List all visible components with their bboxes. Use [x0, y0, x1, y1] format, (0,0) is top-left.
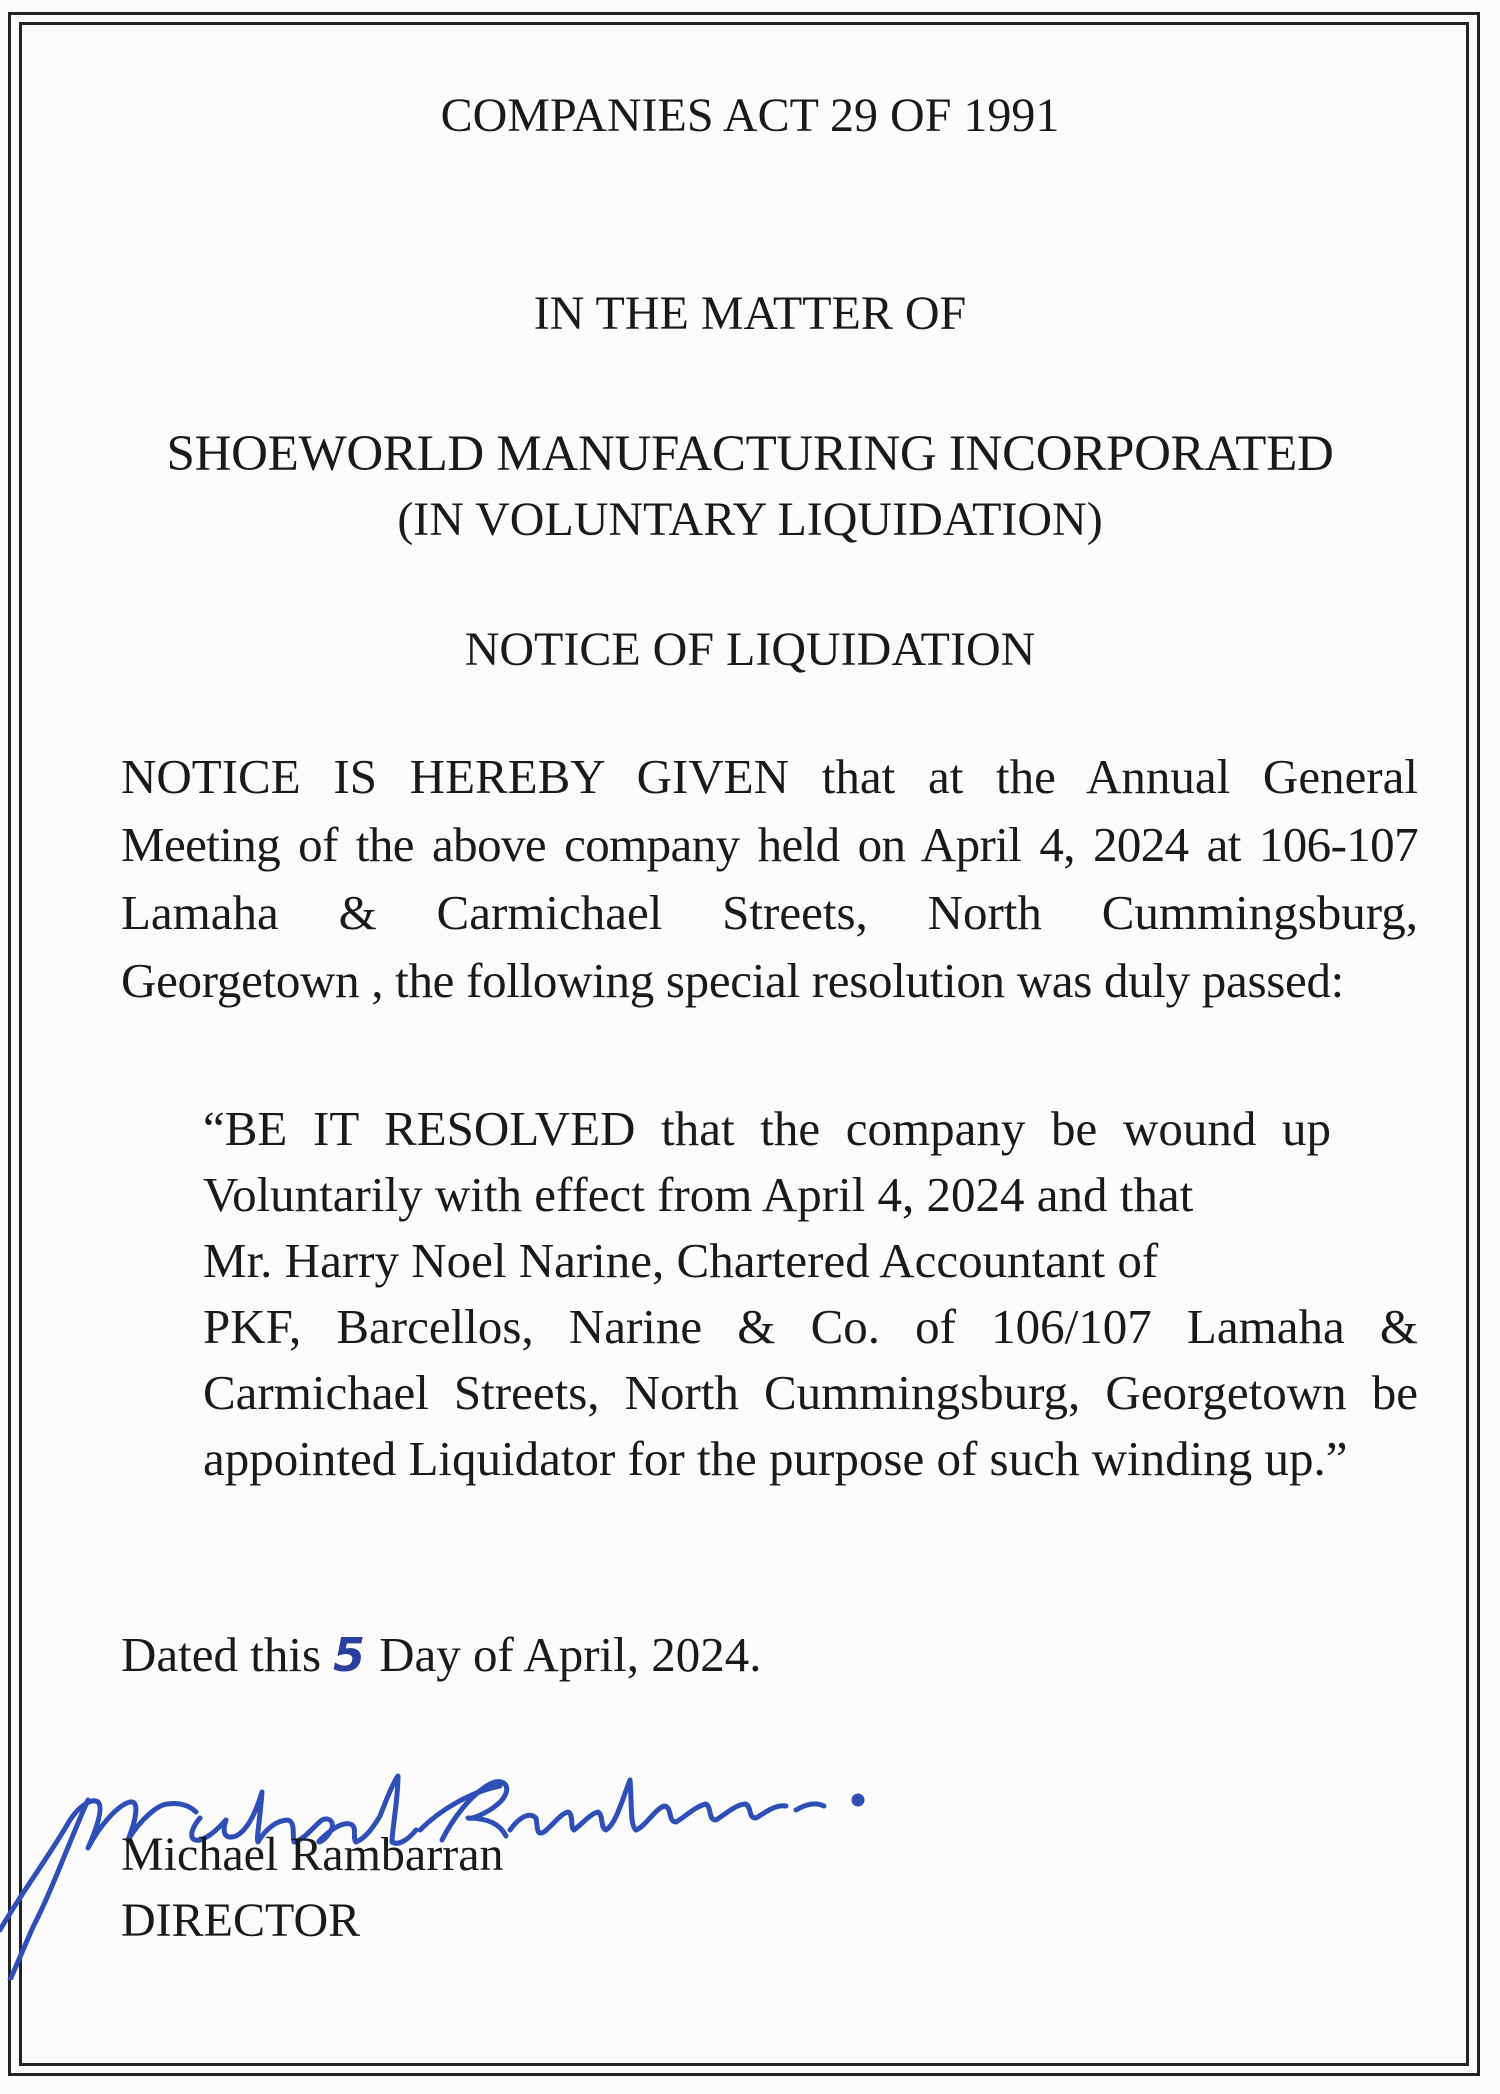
signatory-name: Michael Rambarran — [121, 1828, 504, 1881]
notice-title: NOTICE OF LIQUIDATION — [464, 623, 1036, 676]
notice-paragraph-line: Meeting of the above company held on April 4, 2024 at 106-107 — [121, 817, 1418, 872]
resolution-line: Mr. Harry Noel Narine, Chartered Accountant of — [203, 1233, 1159, 1288]
matter-heading: IN THE MATTER OF — [533, 287, 967, 340]
signatory-title: DIRECTOR — [121, 1894, 361, 1947]
notice-paragraph-line: NOTICE IS HEREBY GIVEN that at the Annual General — [121, 749, 1418, 804]
dated-prefix: Dated this — [121, 1627, 322, 1682]
signature-text: Michael Rambarran — [0, 1680, 8, 1681]
company-status: (IN VOLUNTARY LIQUIDATION) — [397, 493, 1103, 546]
company-name: SHOEWORLD MANUFACTURING INCORPORATED — [166, 426, 1334, 482]
dated-line — [121, 1626, 762, 1684]
resolution-line: Carmichael Streets, North Cummingsburg, Georgetown be — [203, 1365, 1418, 1420]
resolution-line: “BE IT RESOLVED that the company be wound up — [203, 1101, 1331, 1156]
resolution-line: PKF, Barcellos, Narine & Co. of 106/107 Lamaha & — [203, 1299, 1418, 1354]
act-title: COMPANIES ACT 29 OF 1991 — [440, 89, 1060, 142]
resolution-line: appointed Liquidator for the purpose of such winding up.” — [203, 1431, 1348, 1486]
notice-paragraph-line: Lamaha & Carmichael Streets, North Cummingsburg, — [121, 885, 1418, 940]
handwritten-day: 5 — [333, 1628, 366, 1682]
dated-suffix: Day of April, 2024. — [379, 1627, 762, 1682]
notice-paragraph-line: Georgetown , the following special resolution was duly passed: — [121, 953, 1344, 1008]
resolution-line: Voluntarily with effect from April 4, 2024 and that — [203, 1167, 1194, 1222]
